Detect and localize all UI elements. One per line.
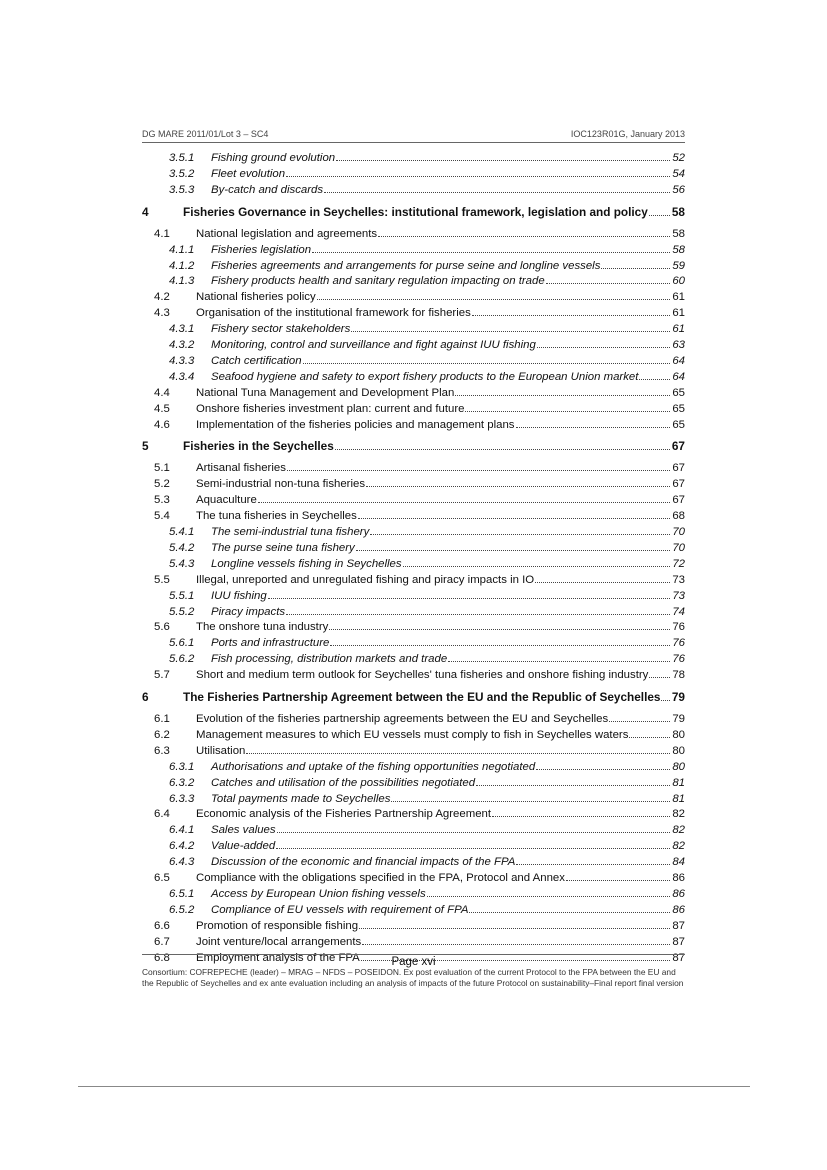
toc-entry-title: Piracy impacts bbox=[211, 605, 286, 618]
toc-entry-title: Monitoring, control and surveillance and fight against IUU fishing bbox=[211, 339, 536, 351]
toc-entry-title: Access by European Union fishing vessels bbox=[211, 887, 426, 900]
toc-entry-title: Utilisation bbox=[196, 744, 246, 757]
toc-entry-number: 5.5 bbox=[154, 573, 170, 586]
toc-entry-number: 6.4 bbox=[154, 808, 170, 821]
dot-leader bbox=[492, 815, 670, 817]
toc-entry-number: 6.7 bbox=[154, 935, 170, 948]
toc-entry-page: 76 bbox=[672, 653, 685, 666]
toc-entry-title: National Tuna Management and Development Plan bbox=[196, 386, 455, 399]
toc-entry-page: 65 bbox=[672, 386, 685, 399]
toc-entry-page: 67 bbox=[671, 439, 685, 454]
toc-entry-number: 4.1.3 bbox=[169, 275, 195, 288]
dot-leader bbox=[629, 736, 670, 738]
toc-entry-page: 61 bbox=[672, 291, 685, 304]
toc-entry-page: 72 bbox=[672, 557, 685, 570]
toc-entry-page: 56 bbox=[672, 183, 685, 196]
header-document-ref: DG MARE 2011/01/Lot 3 – SC4 bbox=[142, 129, 269, 139]
dot-leader bbox=[330, 644, 670, 646]
dot-leader bbox=[335, 448, 670, 450]
toc-entry-page: 70 bbox=[672, 526, 685, 538]
toc-subsection-entry[interactable] bbox=[142, 635, 685, 651]
toc-subsection-entry[interactable] bbox=[142, 791, 685, 807]
toc-entry-page: 60 bbox=[672, 275, 685, 288]
toc-entry-page: 68 bbox=[672, 510, 685, 523]
dot-leader bbox=[536, 768, 670, 770]
toc-entry-number: 4.3.3 bbox=[169, 354, 195, 367]
dot-leader bbox=[403, 565, 670, 567]
toc-subsection-entry[interactable] bbox=[142, 540, 685, 556]
dot-leader bbox=[329, 628, 670, 630]
dot-leader bbox=[649, 676, 670, 678]
toc-entry-number: 6.3 bbox=[154, 744, 170, 757]
toc-entry-number: 5.1 bbox=[154, 462, 170, 475]
toc-entry-number: 4.2 bbox=[154, 291, 170, 304]
toc-section-entry[interactable] bbox=[142, 305, 685, 321]
toc-section-entry[interactable] bbox=[142, 289, 685, 305]
toc-subsection-entry[interactable] bbox=[142, 838, 685, 854]
toc-entry-title: Discussion of the economic and financial impacts of the FPA bbox=[211, 856, 516, 869]
toc-entry-title: The tuna fisheries in Seychelles bbox=[196, 510, 357, 523]
dot-leader bbox=[516, 863, 670, 865]
toc-entry-page: 52 bbox=[672, 152, 685, 164]
dot-leader bbox=[448, 660, 670, 662]
toc-entry-number: 4.1 bbox=[154, 227, 170, 240]
toc-entry-page: 87 bbox=[672, 935, 685, 948]
toc-entry-page: 86 bbox=[672, 887, 685, 900]
toc-entry-title: The semi-industrial tuna fishery bbox=[211, 526, 370, 538]
dot-leader bbox=[358, 517, 670, 519]
toc-entry-page: 82 bbox=[672, 808, 685, 821]
dot-leader bbox=[601, 267, 670, 269]
toc-section-entry[interactable] bbox=[142, 743, 685, 759]
toc-entry-page: 63 bbox=[672, 339, 685, 351]
toc-entry-title: Evolution of the fisheries partnership agreements between the EU and Seychelles bbox=[196, 713, 609, 725]
toc-entry-title: Joint venture/local arrangements bbox=[196, 935, 362, 948]
toc-entry-title: Longline vessels fishing in Seychelles bbox=[211, 557, 402, 570]
toc-entry-page: 70 bbox=[672, 541, 685, 554]
toc-entry-page: 81 bbox=[672, 792, 685, 805]
toc-entry-number: 6.4.3 bbox=[169, 856, 195, 869]
toc-entry-number: 6.1 bbox=[154, 713, 170, 725]
toc-entry-number: 4.4 bbox=[154, 386, 170, 399]
dot-leader bbox=[336, 159, 670, 161]
toc-subsection-entry[interactable] bbox=[142, 369, 685, 385]
toc-section-entry[interactable] bbox=[142, 401, 685, 417]
toc-subsection-entry[interactable] bbox=[142, 258, 685, 274]
toc-entry-number: 6 bbox=[142, 690, 149, 704]
dot-leader bbox=[639, 378, 670, 380]
dot-leader bbox=[469, 911, 670, 913]
toc-entry-title: Fisheries in the Seychelles bbox=[183, 439, 334, 454]
toc-entry-title: Fisheries agreements and arrangements for purse seine and longline vessels bbox=[211, 259, 601, 272]
toc-entry-number: 5.2 bbox=[154, 478, 170, 491]
toc-entry-number: 5.4 bbox=[154, 510, 170, 523]
toc-section-entry[interactable] bbox=[142, 870, 685, 886]
toc-section-entry[interactable] bbox=[142, 492, 685, 508]
toc-entry-title: Fleet evolution bbox=[211, 167, 286, 180]
toc-entry-page: 67 bbox=[672, 462, 685, 475]
toc-entry-title: Catches and utilisation of the possibilities negotiated bbox=[211, 776, 476, 789]
toc-subsection-entry[interactable] bbox=[142, 150, 685, 166]
toc-entry-page: 82 bbox=[672, 824, 685, 837]
toc-entry-title: National fisheries policy bbox=[196, 291, 316, 304]
toc-section-entry[interactable] bbox=[142, 667, 685, 683]
toc-entry-title: Employment analysis of the FPA bbox=[196, 951, 360, 964]
page-number: Page xvi bbox=[142, 954, 685, 968]
toc-entry-number: 4.6 bbox=[154, 418, 170, 431]
toc-entry-title: Ports and infrastructure bbox=[211, 637, 330, 650]
toc-entry-number: 6.4.2 bbox=[169, 840, 195, 853]
toc-entry-page: 80 bbox=[672, 760, 685, 773]
toc-entry-title: Artisanal fisheries bbox=[196, 462, 286, 475]
toc-section-entry[interactable] bbox=[142, 508, 685, 524]
toc-entry-page: 76 bbox=[672, 621, 685, 634]
dot-leader bbox=[566, 879, 670, 881]
toc-entry-title: Semi-industrial non-tuna fisheries bbox=[196, 478, 366, 491]
toc-entry-number: 6.2 bbox=[154, 728, 170, 741]
toc-subsection-entry[interactable] bbox=[142, 321, 685, 337]
toc-subsection-entry[interactable] bbox=[142, 242, 685, 258]
dot-leader bbox=[303, 362, 670, 364]
toc-entry-number: 6.3.3 bbox=[169, 792, 195, 805]
dot-leader bbox=[649, 214, 670, 216]
dot-leader bbox=[317, 298, 670, 300]
toc-entry-page: 80 bbox=[672, 728, 685, 741]
toc-entry-page: 84 bbox=[672, 856, 685, 869]
toc-subsection-entry[interactable] bbox=[142, 166, 685, 182]
toc-entry-number: 5.4.1 bbox=[169, 526, 195, 538]
toc-entry-page: 65 bbox=[672, 418, 685, 431]
dot-leader bbox=[324, 191, 670, 193]
toc-section-entry[interactable] bbox=[142, 417, 685, 433]
toc-subsection-entry[interactable] bbox=[142, 337, 685, 353]
toc-section-entry[interactable] bbox=[142, 934, 685, 950]
toc-section-entry[interactable] bbox=[142, 918, 685, 934]
dot-leader bbox=[286, 613, 670, 615]
toc-subsection-entry[interactable] bbox=[142, 651, 685, 667]
toc-entry-title: Onshore fisheries investment plan: current and future bbox=[196, 402, 465, 415]
toc-entry-number: 6.8 bbox=[154, 951, 170, 964]
toc-entry-number: 6.5.2 bbox=[169, 903, 195, 916]
consortium-note: Consortium: COFREPECHE (leader) – MRAG – NFDS – POSEIDON. Ex post evaluation of the current Protocol to the FPA between the EU and the Republic of Seychelles and ex ante evaluation including an analysis of impacts of the future Protocol on sustainability–Final report final version bbox=[142, 967, 684, 988]
toc-entry-title: Fishing ground evolution bbox=[211, 152, 336, 164]
dot-leader bbox=[351, 330, 670, 332]
dot-leader bbox=[356, 549, 670, 551]
toc-entry-page: 81 bbox=[672, 776, 685, 789]
toc-entry-page: 61 bbox=[672, 307, 685, 320]
toc-entry-title: The onshore tuna industry bbox=[196, 621, 329, 634]
toc-entry-page: 87 bbox=[672, 951, 685, 964]
toc-chapter-entry[interactable] bbox=[142, 438, 685, 454]
toc-section-entry[interactable] bbox=[142, 226, 685, 242]
toc-subsection-entry[interactable] bbox=[142, 273, 685, 289]
dot-leader bbox=[268, 597, 670, 599]
toc-entry-page: 80 bbox=[672, 744, 685, 757]
toc-entry-title: Compliance with the obligations specified in the FPA, Protocol and Annex bbox=[196, 872, 565, 884]
toc-entry-number: 5 bbox=[142, 439, 149, 454]
toc-entry-page: 87 bbox=[672, 919, 685, 932]
toc-entry-page: 54 bbox=[672, 167, 685, 180]
dot-leader bbox=[537, 346, 670, 348]
toc-entry-page: 65 bbox=[672, 402, 685, 415]
toc-entry-title: Illegal, unreported and unregulated fishing and piracy impacts in IO bbox=[196, 573, 535, 586]
dot-leader bbox=[362, 943, 670, 945]
dot-leader bbox=[472, 314, 670, 316]
dot-leader bbox=[455, 394, 670, 396]
dot-leader bbox=[427, 895, 670, 897]
toc-entry-page: 82 bbox=[672, 840, 685, 853]
toc-entry-page: 79 bbox=[671, 690, 685, 704]
toc-entry-title: Implementation of the fisheries policies and management plans bbox=[196, 418, 515, 431]
dot-leader bbox=[535, 581, 670, 583]
toc-entry-number: 5.5.2 bbox=[169, 605, 195, 618]
dot-leader bbox=[546, 282, 670, 284]
toc-section-entry[interactable] bbox=[142, 385, 685, 401]
toc-subsection-entry[interactable] bbox=[142, 353, 685, 369]
toc-entry-number: 6.5 bbox=[154, 872, 170, 884]
header-report-id: IOC123R01G, January 2013 bbox=[570, 129, 685, 139]
toc-entry-page: 58 bbox=[672, 227, 685, 240]
toc-entry-number: 4 bbox=[142, 204, 149, 219]
toc-entry-number: 5.6.2 bbox=[169, 653, 195, 666]
toc-entry-number: 4.3.2 bbox=[169, 339, 195, 351]
toc-entry-title: Organisation of the institutional framework for fisheries bbox=[196, 307, 471, 320]
toc-entry-title: Catch certification bbox=[211, 354, 302, 367]
dot-leader bbox=[609, 720, 670, 722]
toc-entry-title: The purse seine tuna fishery bbox=[211, 541, 355, 554]
toc-subsection-entry[interactable] bbox=[142, 182, 685, 198]
toc-subsection-entry[interactable] bbox=[142, 759, 685, 775]
toc-entry-title: Fisheries legislation bbox=[211, 243, 312, 256]
toc-entry-page: 61 bbox=[672, 323, 685, 336]
dot-leader bbox=[287, 469, 670, 471]
toc-subsection-entry[interactable] bbox=[142, 588, 685, 604]
dot-leader bbox=[258, 501, 670, 503]
dot-leader bbox=[277, 831, 670, 833]
toc-subsection-entry[interactable] bbox=[142, 775, 685, 791]
toc-subsection-entry[interactable] bbox=[142, 604, 685, 620]
toc-entry-number: 6.3.1 bbox=[169, 760, 195, 773]
toc-entry-page: 79 bbox=[672, 713, 685, 725]
toc-entry-page: 86 bbox=[672, 903, 685, 916]
toc-section-entry[interactable] bbox=[142, 711, 685, 727]
toc-section-entry[interactable] bbox=[142, 619, 685, 635]
toc-entry-page: 86 bbox=[672, 872, 685, 884]
toc-entry-title: National legislation and agreements bbox=[196, 227, 378, 240]
dot-leader bbox=[476, 784, 670, 786]
toc-section-entry[interactable] bbox=[142, 572, 685, 588]
toc-entry-title: The Fisheries Partnership Agreement between the EU and the Republic of Seychelles bbox=[183, 690, 661, 704]
toc-entry-number: 6.6 bbox=[154, 919, 170, 932]
dot-leader bbox=[378, 235, 670, 237]
toc-entry-page: 73 bbox=[672, 589, 685, 602]
toc-entry-page: 58 bbox=[671, 204, 685, 219]
toc-entry-page: 74 bbox=[672, 605, 685, 618]
dot-leader bbox=[366, 485, 670, 487]
dot-leader bbox=[359, 927, 670, 929]
toc-entry-title: Management measures to which EU vessels must comply to fish in Seychelles waters bbox=[196, 728, 629, 741]
toc-entry-page: 76 bbox=[672, 637, 685, 650]
toc-entry-title: Sales values bbox=[211, 824, 276, 837]
toc-section-entry[interactable] bbox=[142, 460, 685, 476]
toc-entry-number: 5.6 bbox=[154, 621, 170, 634]
toc-entry-title: Seafood hygiene and safety to export fishery products to the European Union market bbox=[211, 370, 639, 383]
toc-entry-number: 6.4.1 bbox=[169, 824, 195, 837]
toc-entry-title: Total payments made to Seychelles bbox=[211, 792, 391, 805]
toc-subsection-entry[interactable] bbox=[142, 902, 685, 918]
toc-entry-number: 5.4.2 bbox=[169, 541, 195, 554]
toc-entry-page: 78 bbox=[672, 669, 685, 682]
toc-entry-title: Value-added bbox=[211, 840, 276, 853]
dot-leader bbox=[276, 847, 670, 849]
toc-entry-title: Fishery sector stakeholders bbox=[211, 323, 351, 336]
toc-entry-number: 6.5.1 bbox=[169, 887, 195, 900]
toc-chapter-entry[interactable] bbox=[142, 204, 685, 220]
dot-leader bbox=[661, 699, 670, 701]
toc-entry-title: Fisheries Governance in Seychelles: institutional framework, legislation and policy bbox=[183, 204, 648, 219]
toc-entry-number: 5.5.1 bbox=[169, 589, 195, 602]
dot-leader bbox=[286, 175, 670, 177]
toc-subsection-entry[interactable] bbox=[142, 854, 685, 870]
toc-entry-page: 67 bbox=[672, 494, 685, 507]
toc-entry-page: 73 bbox=[672, 573, 685, 586]
toc-subsection-entry[interactable] bbox=[142, 524, 685, 540]
toc-entry-title: Fish processing, distribution markets and trade bbox=[211, 653, 448, 666]
toc-entry-title: Compliance of EU vessels with requirement of FPA bbox=[211, 903, 469, 916]
dot-leader bbox=[312, 251, 670, 253]
toc-entry-number: 5.3 bbox=[154, 494, 170, 507]
toc-entry-number: 4.3 bbox=[154, 307, 170, 320]
bottom-divider bbox=[78, 1086, 750, 1087]
toc-subsection-entry[interactable] bbox=[142, 886, 685, 902]
toc-entry-number: 3.5.3 bbox=[169, 183, 195, 196]
toc-section-entry[interactable] bbox=[142, 806, 685, 822]
toc-entry-title: Economic analysis of the Fisheries Partnership Agreement bbox=[196, 808, 492, 821]
toc-entry-number: 4.3.1 bbox=[169, 323, 195, 336]
toc-entry-number: 5.7 bbox=[154, 669, 170, 682]
toc-chapter-entry[interactable] bbox=[142, 689, 685, 705]
toc-entry-number: 3.5.1 bbox=[169, 152, 195, 164]
toc-entry-page: 67 bbox=[672, 478, 685, 491]
toc-subsection-entry[interactable] bbox=[142, 822, 685, 838]
dot-leader bbox=[246, 752, 670, 754]
toc-section-entry[interactable] bbox=[142, 476, 685, 492]
toc-entry-title: By-catch and discards bbox=[211, 183, 324, 196]
dot-leader bbox=[516, 426, 671, 428]
toc-subsection-entry[interactable] bbox=[142, 556, 685, 572]
toc-entry-page: 59 bbox=[672, 259, 685, 272]
toc-entry-number: 4.1.2 bbox=[169, 259, 195, 272]
dot-leader bbox=[370, 533, 670, 535]
toc-entry-title: Aquaculture bbox=[196, 494, 257, 507]
toc-entry-page: 58 bbox=[672, 243, 685, 256]
toc-entry-title: Promotion of responsible fishing bbox=[196, 919, 359, 932]
toc-entry-number: 5.6.1 bbox=[169, 637, 195, 650]
toc-entry-number: 4.5 bbox=[154, 402, 170, 415]
page-header bbox=[142, 128, 685, 143]
toc-entry-number: 6.3.2 bbox=[169, 776, 195, 789]
toc-section-entry[interactable] bbox=[142, 727, 685, 743]
toc-entry-title: Authorisations and uptake of the fishing opportunities negotiated bbox=[211, 760, 536, 773]
toc-entry-title: Fishery products health and sanitary regulation impacting on trade bbox=[211, 275, 545, 288]
toc-entry-number: 4.1.1 bbox=[169, 243, 195, 256]
toc-entry-number: 5.4.3 bbox=[169, 557, 195, 570]
toc-entry-number: 3.5.2 bbox=[169, 167, 195, 180]
toc-entry-number: 4.3.4 bbox=[169, 370, 195, 383]
toc-entry-title: IUU fishing bbox=[211, 589, 267, 602]
toc-entry-page: 64 bbox=[672, 354, 685, 367]
dot-leader bbox=[391, 800, 670, 802]
dot-leader bbox=[465, 410, 670, 412]
toc-entry-page: 64 bbox=[672, 370, 685, 383]
toc-entry-title: Short and medium term outlook for Seychelles' tuna fisheries and onshore fishing industry bbox=[196, 669, 649, 682]
